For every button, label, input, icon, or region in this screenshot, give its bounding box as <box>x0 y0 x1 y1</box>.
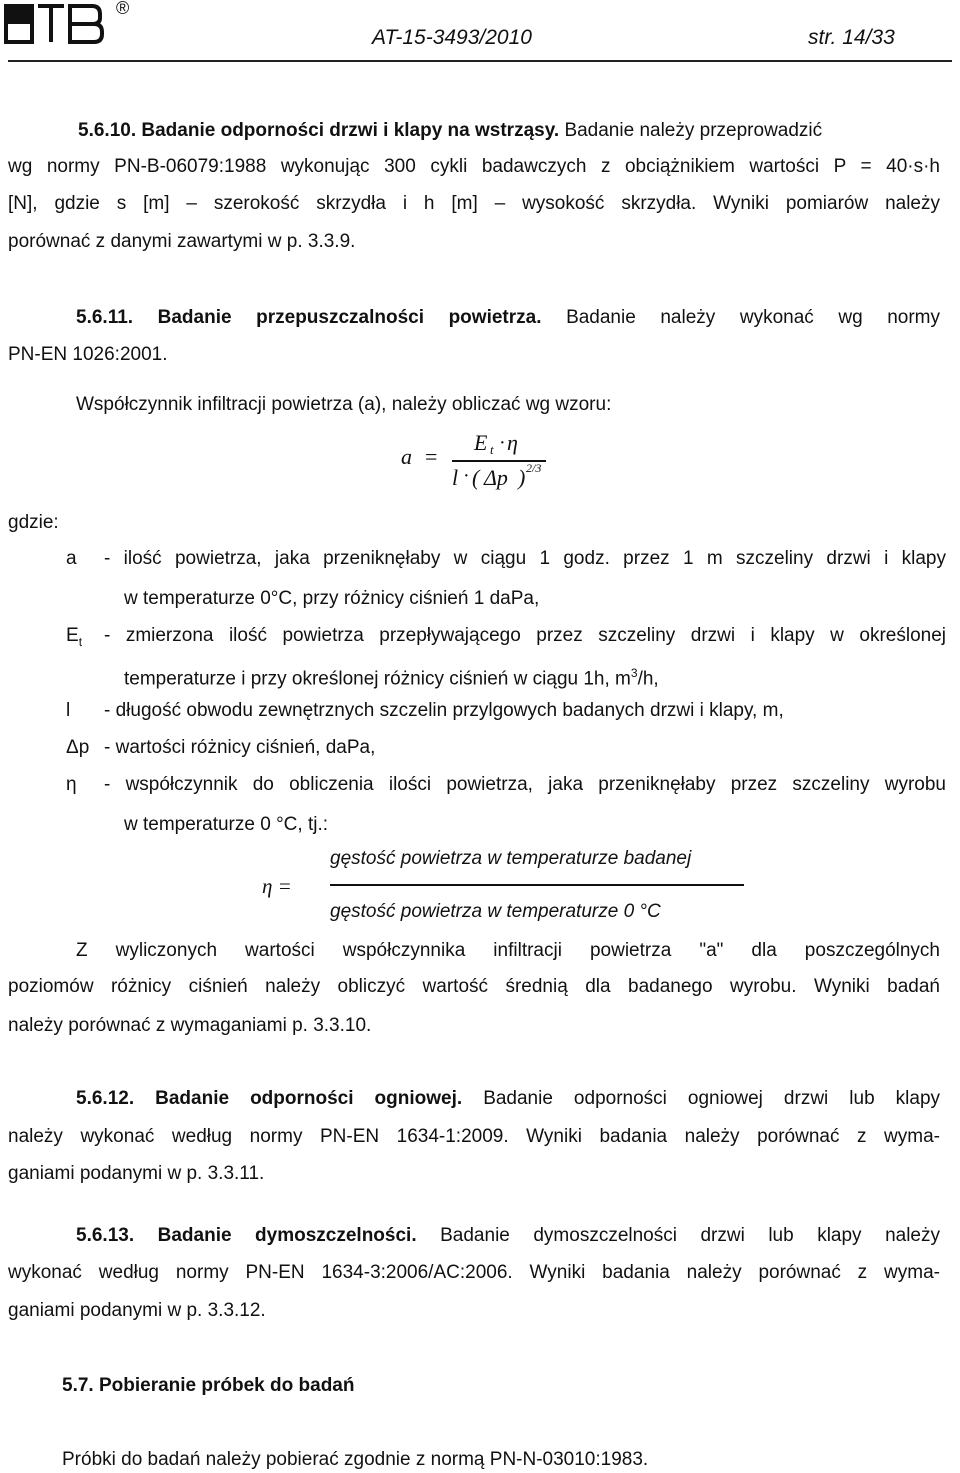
paragraph-line: porównać z danymi zawartymi w p. 3.3.9. <box>8 231 356 252</box>
paragraph-line: [N], gdzie s [m] – szerokość skrzydła i h [m] – wysokość skrzydła. Wyniki pomiarów należy <box>8 193 940 214</box>
itb-logo <box>0 0 132 48</box>
section-number: 5.6.13. <box>76 1225 135 1246</box>
paragraph-line: wykonać według normy PN-EN 1634-3:2006/AC:2006. Wyniki badania należy porównać z wyma- <box>8 1262 940 1283</box>
paragraph-line: PN-EN 1026:2001. <box>8 344 168 365</box>
def-text-Et-cont <box>124 660 659 690</box>
paragraph-text: Badanie należy wykonać wg normy <box>566 307 940 328</box>
section-5-6-13-line-1 <box>76 1222 940 1249</box>
gdzie-label: gdzie: <box>8 512 59 533</box>
paragraph-text: Badanie należy przeprowadzić <box>564 120 823 141</box>
eta-fraction-bar <box>330 884 744 886</box>
section-5-7-heading <box>62 1372 960 1399</box>
section-title: Badanie odporności drzwi i klapy na wstrząsy. <box>141 120 560 141</box>
def-text-eta-cont: w temperaturze 0 °C, tj.: <box>124 814 328 835</box>
paragraph-line: Z wyliczonych wartości współczynnika infiltracji powietrza "a" dla poszczególnych <box>76 940 940 961</box>
def-symbol-eta: η <box>66 774 77 795</box>
paragraph-text: Badanie dymoszczelności drzwi lub klapy należy <box>440 1225 940 1246</box>
def-text-a-cont: w temperaturze 0°C, przy różnicy ciśnień 1 daPa, <box>124 588 540 609</box>
formula-denominator-l: l <box>452 465 459 490</box>
formula-equals: = <box>425 444 438 469</box>
formula-numerator-eta: η <box>507 430 518 455</box>
Et-sub: t <box>78 634 83 649</box>
formula-denominator-open: ( <box>472 465 480 490</box>
def-text-dp: - wartości różnicy ciśnień, daPa, <box>104 737 376 758</box>
eta-formula-denominator: gęstość powietrza w temperaturze 0 °C <box>330 901 661 922</box>
header-rule <box>8 60 952 62</box>
formula-numerator-E: E <box>474 430 488 455</box>
section-5-6-11-line-1 <box>76 304 940 331</box>
formula-numerator-t: t <box>490 442 494 457</box>
def-symbol-Et <box>66 622 106 649</box>
paragraph-text: Badanie odporności ogniowej drzwi lub klapy <box>483 1088 941 1109</box>
section-title: Badanie dymoszczelności. <box>157 1225 417 1246</box>
section-5-6-10-line-1 <box>78 117 940 144</box>
formula-denominator-close: ) <box>518 465 526 490</box>
paragraph-line: należy wykonać według normy PN-EN 1634-1:2009. Wyniki badania należy porównać z wyma- <box>8 1126 940 1147</box>
def-symbol-l: l <box>66 700 71 721</box>
formula-exponent: 2/3 <box>526 461 542 475</box>
formula-denominator-delta-p: Δp <box>484 465 508 490</box>
paragraph-line: wg normy PN-B-06079:1988 wykonując 300 cykli badawczych z obciążnikiem wartości P = 40·s·h <box>8 156 940 177</box>
Et-cont-text: temperaturze i przy określonej różnicy ciśnień w ciągu 1h, m <box>124 668 631 690</box>
def-symbol-a: a <box>66 548 77 569</box>
paragraph-line: Próbki do badań należy pobierać zgodnie z normą PN-N-03010:1983. <box>62 1449 649 1470</box>
section-number: 5.6.12. <box>76 1088 135 1109</box>
page-number: str. 14/33 <box>808 26 895 49</box>
eta-formula-numerator: gęstość powietrza w temperaturze badanej <box>330 848 692 869</box>
section-number: 5.6.11. <box>76 307 134 328</box>
formula-numerator-dot: · <box>499 432 506 454</box>
paragraph-line: poziomów różnicy ciśnień należy obliczyć wartość średnią dla badanego wyrobu. Wyniki badań <box>8 976 940 997</box>
document-id: AT-15-3493/2010 <box>372 26 532 49</box>
def-text-Et: - zmierzona ilość powietrza przepływającego przez szczeliny drzwi i klapy w określonej <box>104 625 946 646</box>
def-symbol-dp: Δp <box>66 737 90 758</box>
def-text-a: - ilość powietrza, jaka przeniknęłaby w ciągu 1 godz. przez 1 m szczeliny drzwi i klapy <box>104 548 946 569</box>
section-title: Pobieranie próbek do badań <box>98 1375 355 1396</box>
Et-cont-tail: /h, <box>637 668 659 690</box>
registered-mark: ® <box>116 0 130 18</box>
section-number: 5.6.10. <box>78 120 137 141</box>
formula-intro: Współczynnik infiltracji powietrza (a), należy obliczać wg wzoru: <box>76 394 612 415</box>
def-text-l: - długość obwodu zewnętrznych szczelin przylgowych badanych drzwi i klapy, m, <box>104 700 784 721</box>
Et-main: E <box>66 625 79 646</box>
section-number: 5.7. <box>62 1375 94 1396</box>
Et-cont-sup: 3 <box>630 666 638 680</box>
section-title: Badanie odporności ogniowej. <box>155 1088 463 1109</box>
formula-denominator-dot: · <box>463 465 470 487</box>
section-5-6-12-line-1 <box>76 1085 940 1112</box>
def-text-eta: - współczynnik do obliczenia ilości powietrza, jaka przeniknęłaby przez szczeliny wyrobu <box>104 774 946 795</box>
paragraph-line: ganiami podanymi w p. 3.3.12. <box>8 1300 266 1321</box>
paragraph-line: należy porównać z wymaganiami p. 3.3.10. <box>8 1015 372 1036</box>
formula-lhs: a <box>401 444 412 469</box>
eta-formula-lhs: η = <box>262 874 292 898</box>
section-title: Badanie przepuszczalności powietrza. <box>157 307 542 328</box>
paragraph-line: ganiami podanymi w p. 3.3.11. <box>8 1163 265 1184</box>
